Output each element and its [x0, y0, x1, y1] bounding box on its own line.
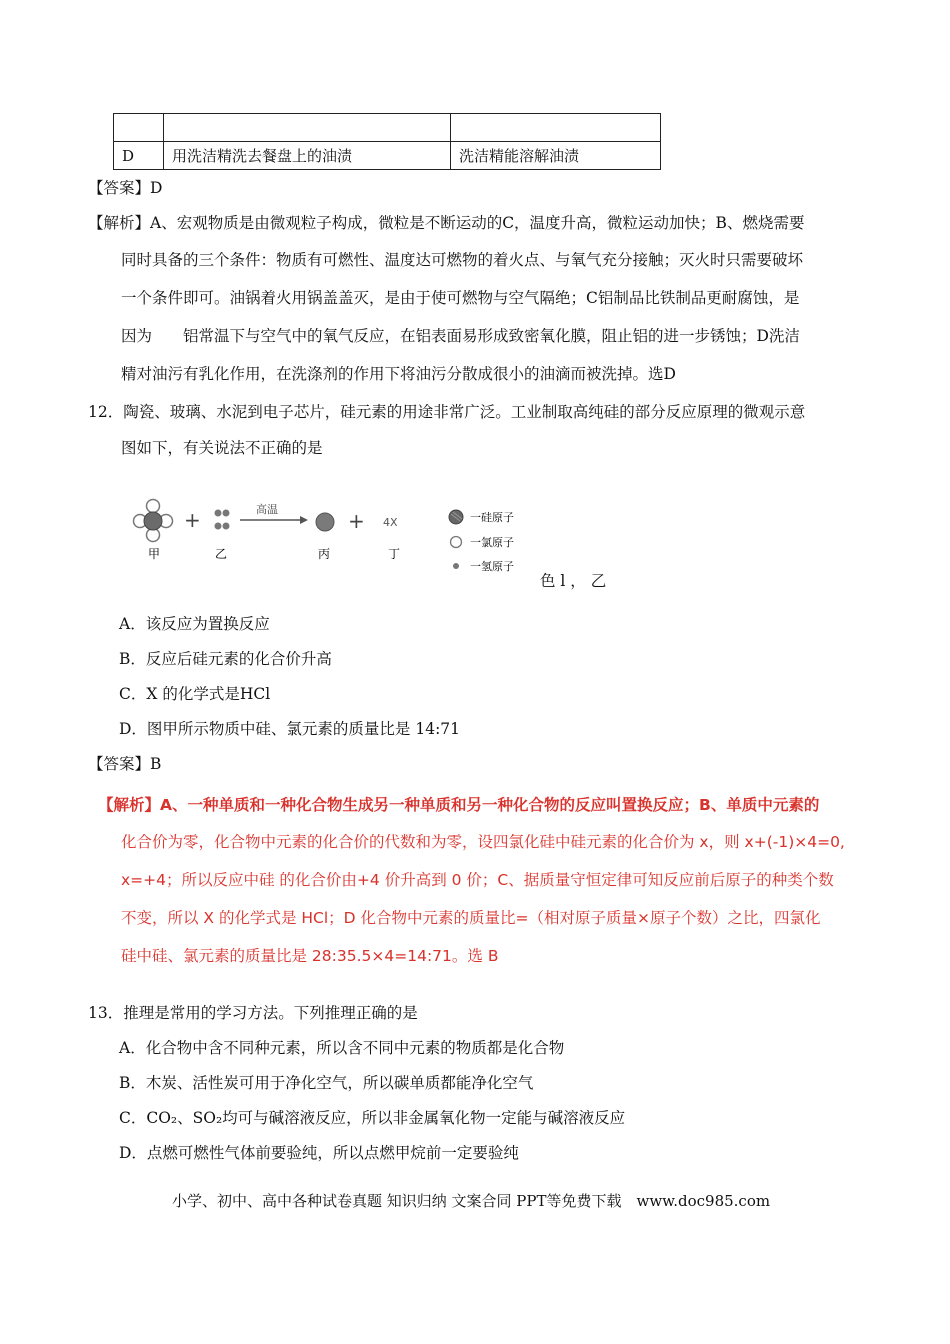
q12-option: A．该反应为置换反应 [119, 615, 270, 633]
label-ding: 丁 [388, 547, 401, 561]
reaction-diagram [120, 495, 550, 575]
table-cell [451, 114, 661, 142]
table-cell: 用洗洁精洗去餐盘上的油渍 [164, 142, 451, 170]
label-yi: 乙 [215, 547, 228, 561]
q12-option: B．反应后硅元素的化合价升高 [119, 650, 332, 668]
q12-analysis-line: x=+4；所以反应中硅 的化合价由+4 价升高到 0 价；C、据质量守恒定律可知反应前后原子的种类个数 [121, 871, 834, 889]
table-row [114, 142, 661, 170]
table-cell [164, 114, 451, 142]
q12-answer: 【答案】B [88, 755, 162, 773]
molecule-jia [134, 500, 173, 542]
label-bing: 丙 [318, 547, 331, 561]
q12-option: D．图甲所示物质中硅、氯元素的质量比是 14:71 [119, 720, 461, 738]
molecule-yi [215, 510, 230, 530]
q13-option: B．木炭、活性炭可用于净化空气，所以碳单质都能净化空气 [119, 1074, 534, 1092]
molecule-bing [316, 513, 334, 531]
q12-analysis-line: 硅中硅、氯元素的质量比是 28:35.5×4=14:71。选 B [121, 947, 499, 965]
plus-sign: + [184, 508, 201, 532]
q13-option: D．点燃可燃性气体前要验纯，所以点燃甲烷前一定要验纯 [119, 1144, 519, 1162]
q11-analysis-line: 因为 铝常温下与空气中的氧气反应，在铝表面易形成致密氧化膜，阻止铝的进一步锈蚀；D洗洁 [121, 327, 800, 345]
q13-stem: 13．推理是常用的学习方法。下列推理正确的是 [88, 1004, 418, 1022]
chlorine-atom-icon [451, 537, 462, 548]
legend-label: 一氯原子 [470, 536, 514, 549]
q11-analysis-line: 【解析】A、宏观物质是由微观粒子构成，微粒是不断运动的C，温度升高，微粒运动加快；B、燃烧需要 [88, 214, 805, 232]
reaction-diagram-svg [120, 495, 550, 575]
diagram-trailing-text: 色 l ， 乙 [540, 572, 607, 590]
reaction-arrow [240, 516, 308, 524]
q12-stem-line: 12．陶瓷、玻璃、水泥到电子芯片，硅元素的用途非常广泛。工业制取高纯硅的部分反应原理的微观示意 [88, 403, 806, 421]
q13-option: A．化合物中含不同种元素，所以含不同中元素的物质都是化合物 [119, 1039, 565, 1057]
legend [449, 510, 514, 573]
q11-analysis-line: 同时具备的三个条件：物质有可燃性、温度达可燃物的着火点、与氧气充分接触；灭火时只需要破坏 [121, 251, 804, 269]
product-coefficient: 4X [383, 516, 398, 529]
q11-answer: 【答案】D [88, 179, 163, 197]
table-row [114, 114, 661, 142]
plus-sign: + [348, 509, 365, 533]
table-cell: D [114, 142, 164, 170]
q12-analysis-line: 【解析】A、一种单质和一种化合物生成另一种单质和另一种化合物的反应叫置换反应；B、单质中元素的 [98, 796, 820, 814]
hydrogen-atom-icon [453, 563, 459, 569]
q13-option: C．CO₂、SO₂均可与碱溶液反应，所以非金属氧化物一定能与碱溶液反应 [119, 1109, 626, 1127]
reaction-condition: 高温 [256, 503, 278, 516]
q12-analysis-line: 不变，所以 X 的化学式是 HCl；D 化合物中元素的质量比=（相对原子质量×原子个数）之比，四氯化 [121, 909, 821, 927]
table-cell [114, 114, 164, 142]
q11-analysis-line: 一个条件即可。油锅着火用锅盖盖灭，是由于使可燃物与空气隔绝；C铝制品比铁制品更耐腐蚀，是 [121, 289, 800, 307]
legend-label: 一氢原子 [470, 560, 514, 573]
q12-analysis-line: 化合价为零，化合物中元素的化合价的代数和为零，设四氯化硅中硅元素的化合价为 x，则 x+(-1)×4=0, [121, 833, 845, 851]
q12-option: C．X 的化学式是HCl [119, 685, 271, 703]
label-jia: 甲 [148, 547, 161, 561]
q11-analysis-line: 精对油污有乳化作用，在洗涤剂的作用下将油污分散成很小的油滴而被洗掉。选D [121, 365, 676, 383]
q12-stem-line: 图如下，有关说法不正确的是 [121, 439, 323, 457]
legend-label: 一硅原子 [470, 511, 514, 524]
answer-table [113, 113, 661, 170]
page-footer: 小学、初中、高中各种试卷真题 知识归纳 文案合同 PPT等免费下载 www.doc985.com [172, 1192, 771, 1210]
silicon-atom-icon [449, 510, 463, 524]
table-cell: 洗洁精能溶解油渍 [451, 142, 661, 170]
